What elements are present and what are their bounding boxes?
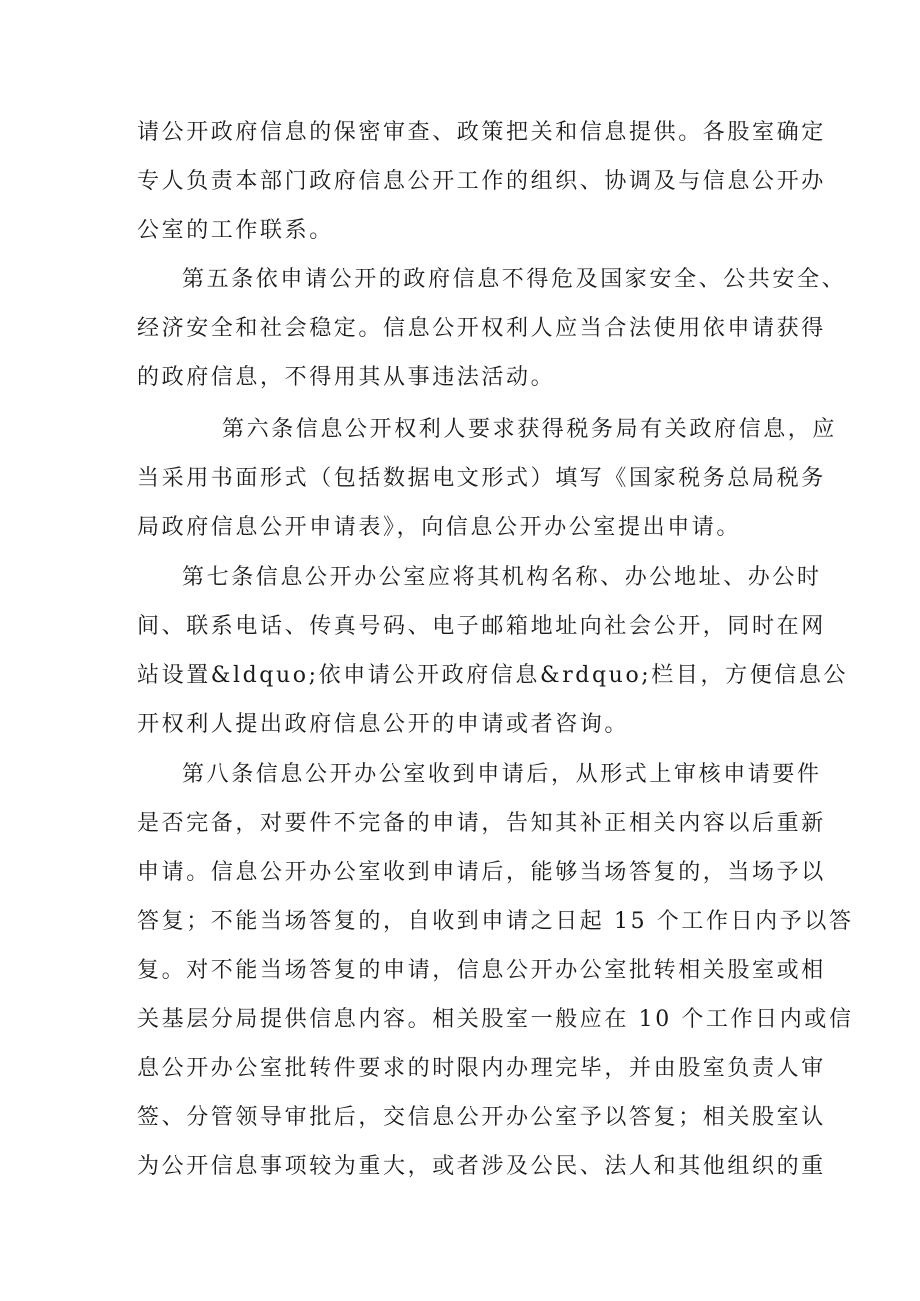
text-line-6: 的政府信息，不得用其从事违法活动。 xyxy=(137,365,556,390)
text-line-22: 为公开信息事项较为重大，或者涉及公民、法人和其他组织的重 xyxy=(137,1154,826,1179)
text-line-19: 关基层分局提供信息内容。相关股室一般应在 10 个工作日内或信 xyxy=(137,1007,854,1032)
text-line-3: 公室的工作联系。 xyxy=(137,218,334,243)
text-line-2: 专人负责本部门政府信息公开工作的组织、协调及与信息公开办 xyxy=(137,169,826,194)
text-line-15: 是否完备，对要件不完备的申请，告知其补正相关内容以后重新 xyxy=(137,811,826,836)
text-line-9: 局政府信息公开申请表》，向信息公开办公室提出申请。 xyxy=(137,515,742,540)
article-6-first-line: 第六条信息公开权利人要求获得税务局有关政府信息，应 xyxy=(222,417,838,442)
text-line-17: 答复；不能当场答复的，自收到申请之日起 15 个工作日内予以答 xyxy=(137,909,854,934)
text-line-20: 息公开办公室批转件要求的时限内办理完毕，并由股室负责人审 xyxy=(137,1056,826,1081)
text-line-5: 经济安全和社会稳定。信息公开权利人应当合法使用依申请获得 xyxy=(137,316,826,341)
text-line-13: 开权利人提出政府信息公开的申请或者咨询。 xyxy=(137,712,630,737)
text-line-11: 间、联系电话、传真号码、电子邮箱地址向社会公开，同时在网 xyxy=(137,614,826,639)
text-line-12: 站设置&ldquo;依申请公开政府信息&rdquo;栏目，方便信息公 xyxy=(137,663,849,688)
article-5-first-line: 第五条依申请公开的政府信息不得危及国家安全、公共安全、 xyxy=(182,267,847,292)
text-line-1: 请公开政府信息的保密审查、政策把关和信息提供。各股室确定 xyxy=(137,120,826,145)
text-line-8: 当采用书面形式（包括数据电文形式）填写《国家税务总局税务 xyxy=(137,466,826,491)
text-line-18: 复。对不能当场答复的申请，信息公开办公室批转相关股室或相 xyxy=(137,958,826,983)
article-7-first-line: 第七条信息公开办公室应将其机构名称、办公地址、办公时 xyxy=(182,565,822,590)
article-8-first-line: 第八条信息公开办公室收到申请后，从形式上审核申请要件 xyxy=(182,762,822,787)
text-line-21: 签、分管领导审批后，交信息公开办公室予以答复；相关股室认 xyxy=(137,1105,826,1130)
text-line-16: 申请。信息公开办公室收到申请后，能够当场答复的，当场予以 xyxy=(137,860,826,885)
